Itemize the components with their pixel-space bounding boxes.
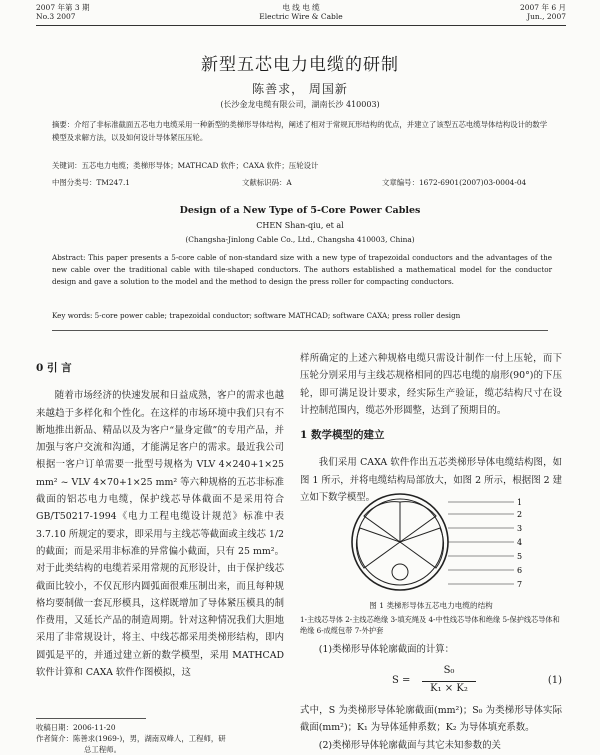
fig-label-2: 2 [517,510,523,519]
formula-explanation-text: 式中，S 为类梯形导体轮廓截面(mm²)；S₀ 为类梯形导体实际截面(mm²)；K₁ 为导体延伸系数；K₂ 为导体填充系数。 [300,705,562,734]
section-1-paragraph: 我们采用 CAXA 软件作出五芯类梯形导体电缆结构图，如图 1 所示，并将电缆结构局部放大，如图 2 所示，根据图 2 建立如下数学模型。 [300,457,562,504]
article-authors: 陈善求， 周国新 [252,82,348,96]
subsection-1-text: (1)类梯形导体轮廓截面的计算： [318,644,454,655]
authors-en: CHEN Shan-qiu, et al [256,221,344,230]
running-header [36,3,566,26]
footnote-divider [36,718,146,719]
section-1-heading: 1 数学模型的建立 [300,429,385,442]
article-title: 新型五芯电力电缆的研制 [201,55,399,75]
cable-structure-figure [344,488,524,596]
author-intro-cont: 总工程师。 [84,745,121,754]
right-column [300,350,562,506]
left-column [36,360,284,681]
clc-number: 中图分类号：TM247.1 [52,178,130,187]
formula-explanation [300,702,562,754]
received-date: 收稿日期：2006-11-20 [36,723,116,732]
formula-denominator: K₁ × K₂ [430,683,468,694]
abstract-en: Abstract: This paper presents a 5-core cable of non-standard size with a new type of trapezoidal conductors and the advantages of the new cable over the traditional cable with tile-shaped conductors. The authors established a mathematical model for the conductor design and gave a solution to the model and the method to design the press roller for compacting conductors. [52,253,552,286]
protective-core-circle [392,564,408,580]
header-date: 2007 年 6 月 [519,3,566,12]
cable-diagram [344,488,524,596]
neutral-core-sector [356,528,400,568]
fig-label-7: 7 [517,580,523,589]
fig-label-6: 6 [517,566,523,575]
abstract-cn: 摘要：介绍了非标准截面五芯电力电缆采用一种新型的类梯形导体结构，阐述了相对于常规瓦形结构的优点，并建立了该型五芯电缆导体结构设计的数学模型及求解方法，以及如何设计导体紧压压轮。 [52,120,548,142]
header-issue: 2007 年第 3 期 [36,3,90,12]
formula-number: (1) [547,675,562,686]
abstract-divider [52,330,548,331]
journal-name-en: Electric Wire & Cable [259,12,343,21]
affiliation-en: (Changsha-Jinlong Cable Co., Ltd., Changsha 410003, China) [185,235,415,244]
formula-lhs: S = [392,675,411,686]
header-date-en: Jun., 2007 [527,12,566,21]
fig-label-4: 4 [517,538,523,547]
fig-label-1: 1 [517,498,523,507]
document-code: 文献标识码：A [242,178,292,187]
figure-note: 1-主线芯导体 2-主线芯绝缘 3-填充绳及 4-中性线芯导体和绝缘 5-保护线芯导体和绝缘 6-成缆包带 7-外护套 [300,615,560,635]
continued-paragraph: 样所确定的上述六种规格电缆只需设计制作一付上压轮，而下压轮分别采用与主线芯规格相同的四芯电缆的扇形(90°)的下压轮，即可满足设计要求，经实际生产验证，缆芯结构尺寸在设计控制范围内，缆芯外形圆整，达到了预期目的。 [300,353,562,416]
article-number: 文章编号：1672-6901(2007)03-0004-04 [382,178,527,187]
header-issue-en: No.3 2007 [36,12,76,21]
journal-name: 电 线 电 缆 [282,3,320,12]
keywords-en: Key words: 5-core power cable; trapezoidal conductor; software MATHCAD; software CAXA; press roller design [52,311,461,320]
section-0-paragraph: 随着市场经济的快速发展和日益成熟，客户的需求也越来越趋于多样化和个性化。在这样的市场环境中我们只有不断地推出新品、精品以及为客户“量身定做”的专用产品，并加强与客户交流和沟通，才能满足客户的需求。最近我公司根据一客户订单需要一批型号规格为 VLV 4×240+1×25 mm² ~ VLV 4×70+1×25 mm² 等六种规格的五芯非标准截面的铝芯电力电缆，保护线芯导体截面不是采用符合 GB/T50217-1994《电力工程电缆设计规范》标准中表 3.7.10 所规定的要求，即采用与主线芯等截面或主线芯 1/2 的截面；而是采用非标准的异常偏小截面，只有 25 mm²。对于此类结构的电缆若采用常规的瓦形设计，由于保护线芯截面比较小，不仅瓦形内圆弧面很难压制出来，而且每种规格均要制做一套瓦形模具，这样既增加了导体紧压模具的制作费用，又延长产品的制造周期。针对这种情况我们大胆地采用了非常规设计，将主、中线芯都采用类梯形结构，即内圆弧是平的，并通过建立新的数学模型，采用 MATHCAD 软件计算和 CAXA 软件作图模拟，这 [36,390,284,679]
figure-caption: 图 1 类梯形导体五芯电力电缆的结构 [369,601,493,610]
subsection-1 [300,641,562,658]
article-affiliation: (长沙金龙电缆有限公司，湖南长沙 410003) [220,100,380,109]
title-en: Design of a New Type of 5-Core Power Cables [179,205,421,216]
formula-fraction-bar [422,681,476,682]
formula-1 [300,665,562,699]
keywords-cn: 关键词：五芯电力电缆；类梯形导体；MATHCAD 软件；CAXA 软件；压轮设计 [52,161,319,170]
main-core-sector-3 [400,528,444,568]
author-intro: 作者简介：陈善求(1969-)，男，湖南双峰人，工程师，研 [36,734,226,743]
formula-numerator: S₀ [443,665,455,676]
fig-label-3: 3 [517,524,523,533]
fig-label-5: 5 [517,552,523,561]
footnote [36,722,284,755]
next-paragraph: (2)类梯形导体轮廓截面与其它未知参数的关 [318,739,501,751]
header-right [520,3,566,21]
section-0-heading: 0 引 言 [36,362,72,374]
header-center [36,3,566,21]
